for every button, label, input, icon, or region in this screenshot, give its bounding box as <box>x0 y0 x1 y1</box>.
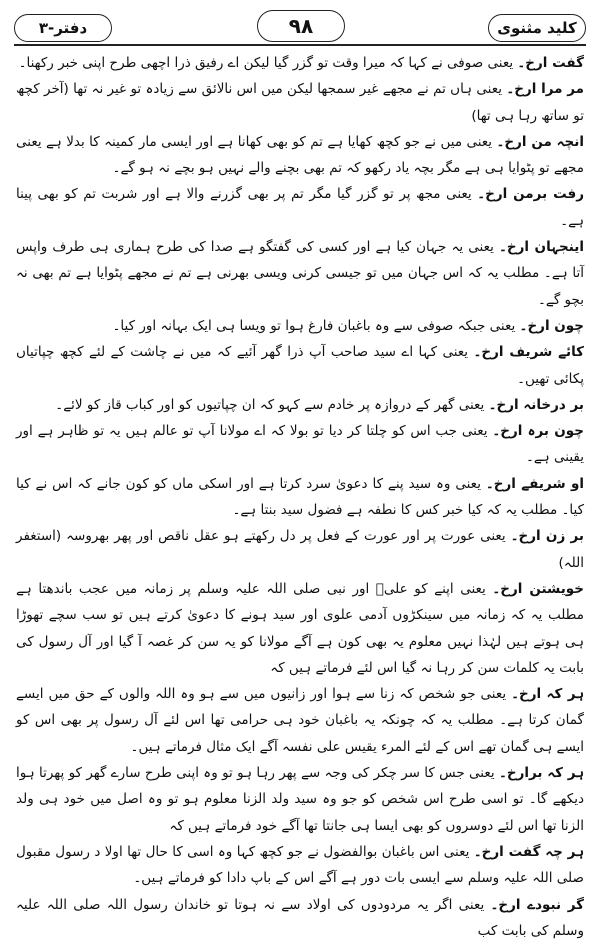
verse-lead: گر نبودے ارخ۔ <box>490 897 584 913</box>
paragraph <box>16 760 584 839</box>
commentary-text: یعنی جب اس کو چلتا کر دیا تو بولا کہ اے مولانا آپ تو عالم ہیں یہ تو ظاہر ہے اور یقینی ہے۔ <box>16 423 584 465</box>
verse-lead: گفت ارخ۔ <box>517 55 584 71</box>
commentary-text: یعنی جو شخص کہ زنا سے ہوا اور زانیوں میں سے ہو وہ اللہ والوں کے حق میں ایسے گمان کرتا ہے۔ مطلب یہ کہ چونکہ یہ باغبان خود ہی حرامی تھا اس لئے آل رسول پر بھی اس کو ایسے ہی گمان تھے اس کے لئے المرء یقیس علی نفسہ آگے ایک مثال فرماتے ہیں۔ <box>16 686 584 755</box>
page-number: ۹۸ <box>257 10 345 42</box>
paragraph <box>16 181 584 234</box>
paragraph <box>16 313 584 339</box>
paragraph <box>16 523 584 576</box>
commentary-text: یعنی مجھ پر تو گزر گیا مگر تم پر بھی گزرنے والا ہے اور شربت تم کو بھی پینا ہے۔ <box>16 186 584 228</box>
paragraph <box>16 681 584 760</box>
paragraph <box>16 129 584 182</box>
book-title: کلید مثنوی <box>488 14 586 42</box>
verse-lead: رفت برمن ارخ۔ <box>477 186 584 202</box>
paragraph <box>16 576 584 681</box>
verse-lead: مر مرا ارخ۔ <box>506 81 584 97</box>
commentary-text: یعنی وہ سید پنے کا دعویٰ سرد کرتا ہے اور اسکی ماں کو کون جانے کہ اس نے کیا کیا۔ مطلب یہ کہ کیا خبر کس کا نطفہ ہے فضول سید بنتا ہے۔ <box>16 476 584 518</box>
commentary-text: یعنی جس کا سر چکر کی وجہ سے پھر رہا ہو تو وہ اپنی طرح سارے گھر کو پھرتا ہوا دیکھے گا۔ تو اسی طرح اس شخص کو جو وہ سید ولد الزنا معلوم ہو تو وہ اصل میں خود ہی ولد الزنا تھا اس لئے دوسروں کو بھی ایسا ہی جانتا تھا آگے خود فرماتے ہیں کہ <box>16 765 584 834</box>
page-body <box>16 50 584 895</box>
commentary-text: یعنی کہا اے سید صاحب آپ ذرا گھر آئیے کہ میں نے چاشت کے لئے کچھ چپاتیاں پکائی تھیں۔ <box>16 344 584 386</box>
commentary-text: یعنی جبکہ صوفی سے وہ باغبان فارغ ہوا تو ویسا ہی ایک بہانہ اور کیا۔ <box>113 318 520 334</box>
paragraph <box>16 234 584 313</box>
verse-lead: ہر کہ ارخ۔ <box>511 686 584 702</box>
commentary-text: یعنی اپنے کو علیؓ اور نبی صلی اللہ علیہ وسلم پر زمانہ میں عجب باندھتا ہے مطلب یہ کہ زمانہ میں سینکڑوں آدمی علوی اور سید ہونے کا دعویٰ کرتے ہیں تو سب سچے تھوڑا ہی ہوتے ہیں لہٰذا نہیں معلوم یہ بھی کون ہے آگے مولانا کو یہ سن کر غصہ آ گیا اور آل رسول کی بابت یہ کلمات سن کر رہا نہ گیا اس لئے فرماتے ہیں کہ <box>16 581 584 676</box>
paragraph <box>16 339 584 392</box>
page-header <box>14 10 586 44</box>
verse-lead: اینجہان ارخ۔ <box>499 239 584 255</box>
verse-lead: بر زن ارخ۔ <box>511 528 584 544</box>
header-rule <box>14 44 586 46</box>
volume-label: دفتر-۳ <box>14 14 112 42</box>
paragraph <box>16 839 584 892</box>
paragraph <box>16 50 584 76</box>
commentary-text: یعنی اس باغبان بوالفضول نے جو کچھ کہا وہ اسی کا حال تھا اولا د رسول مقبول صلی اللہ علیہ وسلم سے ایسی بات دور ہے آگے اس کے باپ دادا کو فرماتے ہیں۔ <box>16 844 584 886</box>
paragraph <box>16 892 584 944</box>
verse-lead: خویشتن ارخ۔ <box>492 581 584 597</box>
verse-lead: کائے شریف ارخ۔ <box>474 344 584 360</box>
verse-lead: بر درخانہ ارخ۔ <box>489 397 584 413</box>
paragraph <box>16 76 584 129</box>
verse-lead: ہر کہ برارخ۔ <box>499 765 584 781</box>
commentary-text: یعنی صوفی نے کہا کہ میرا وقت تو گزر گیا لیکن اے رفیق ذرا اچھی طرح اپنی خبر رکھنا۔ <box>19 55 518 71</box>
paragraph <box>16 418 584 471</box>
commentary-text: یعنی یہ جہان کیا ہے اور کسی کی گفتگو ہے صدا کی طرح ہماری ہی طرف واپس آتا ہے۔ مطلب یہ کہ اس جہان میں تو جیسی کرنی ویسی بھرنی ہے تم نے مجھے پٹوایا ہے تم بھی نہ بچو گے۔ <box>16 239 584 308</box>
commentary-text: یعنی گھر کے دروازہ پر خادم سے کہو کہ ان چپاتیوں کو اور کباب قاز کو لائے۔ <box>55 397 488 413</box>
verse-lead: او شریفے ارخ۔ <box>486 476 584 492</box>
commentary-text: یعنی اگر یہ مردودوں کی اولاد سے نہ ہوتا تو خاندان رسول اللہ صلی اللہ علیہ وسلم کی بابت کب <box>16 897 584 939</box>
paragraph <box>16 392 584 418</box>
commentary-text: یعنی عورت پر اور عورت کے فعل پر دل رکھتے ہو عقل ناقص اور پھر بھروسہ (استغفر اللہ) <box>16 528 584 570</box>
verse-lead: چون برہ ارخ۔ <box>492 423 584 439</box>
paragraph <box>16 471 584 524</box>
verse-lead: ہر چہ گفت ارخ۔ <box>474 844 584 860</box>
commentary-text: یعنی میں نے جو کچھ کھایا ہے تم کو بھی کھانا ہے اور ایسی مار کمینہ کا بدلا ہے یعنی مجھے تو پٹوایا ہی ہے مگر بچہ یاد رکھو کہ تم بھی بچنے والے نہیں ہو بچے نہ ہو گے۔ <box>16 134 584 176</box>
commentary-text: یعنی ہاں تم نے مجھے غیر سمجھا لیکن میں اس نالائق سے زیادہ تو غیر نہ تھا (آخر کچھ تو ساتھ رہا ہی تھا) <box>16 81 584 123</box>
verse-lead: چون ارخ۔ <box>520 318 584 334</box>
verse-lead: انچہ من ارخ۔ <box>496 134 584 150</box>
